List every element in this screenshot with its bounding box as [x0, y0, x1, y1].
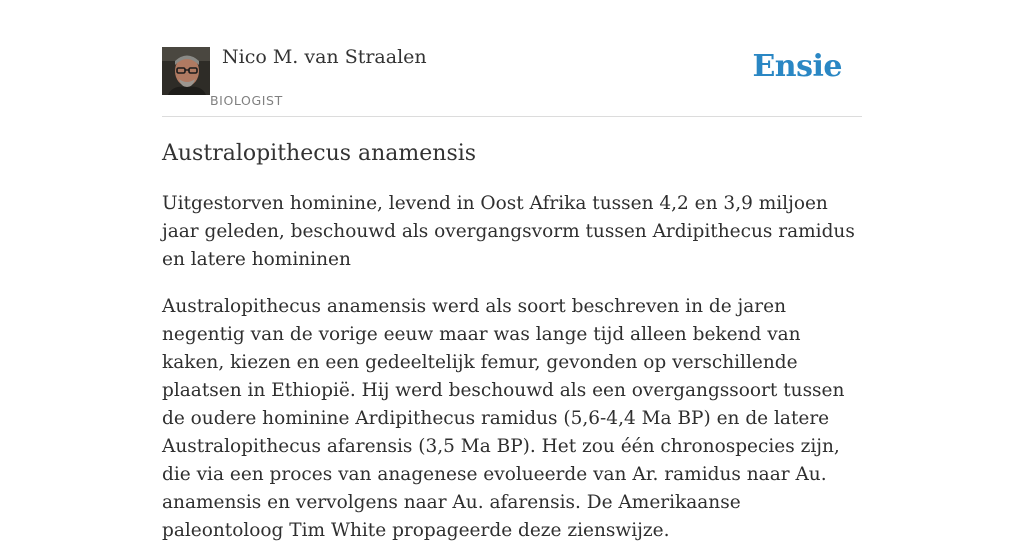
author-name[interactable]: Nico M. van Straalen: [222, 46, 427, 68]
brand-logo[interactable]: Ensie: [752, 49, 842, 84]
article-body: Australopithecus anamensis werd als soort beschreven in de jaren negentig van de vorige eeuw maar was lange tijd alleen bekend van kaken, kiezen en een gedeeltelijk femur, gevonden op verschillende plaatsen in Ethiopië. Hij werd beschouwd als een overgangssoort tussen de oudere hominine Ardipithecus ramidus (5,6-4,4 Ma BP) en de latere Australopithecus afarensis (3,5 Ma BP). Het zou één chronospecies zijn, die via een proces van anagenese evolueerde van Ar. ramidus naar Au. anamensis en vervolgens naar Au. afarensis. De Amerikaanse paleontoloog Tim White propageerde deze zienswijze.: [162, 296, 845, 541]
author-avatar[interactable]: [162, 47, 210, 95]
article: [162, 138, 862, 545]
author-photo-icon: [162, 47, 210, 95]
article-title: Australopithecus anamensis: [162, 141, 477, 166]
author-header: [162, 0, 862, 117]
article-summary: Uitgestorven hominine, levend in Oost Afrika tussen 4,2 en 3,9 miljoen jaar geleden, beschouwd als overgangsvorm tussen Ardipithecus ramidus en latere homininen: [162, 193, 855, 270]
author-role: BIOLOGIST: [210, 93, 283, 108]
